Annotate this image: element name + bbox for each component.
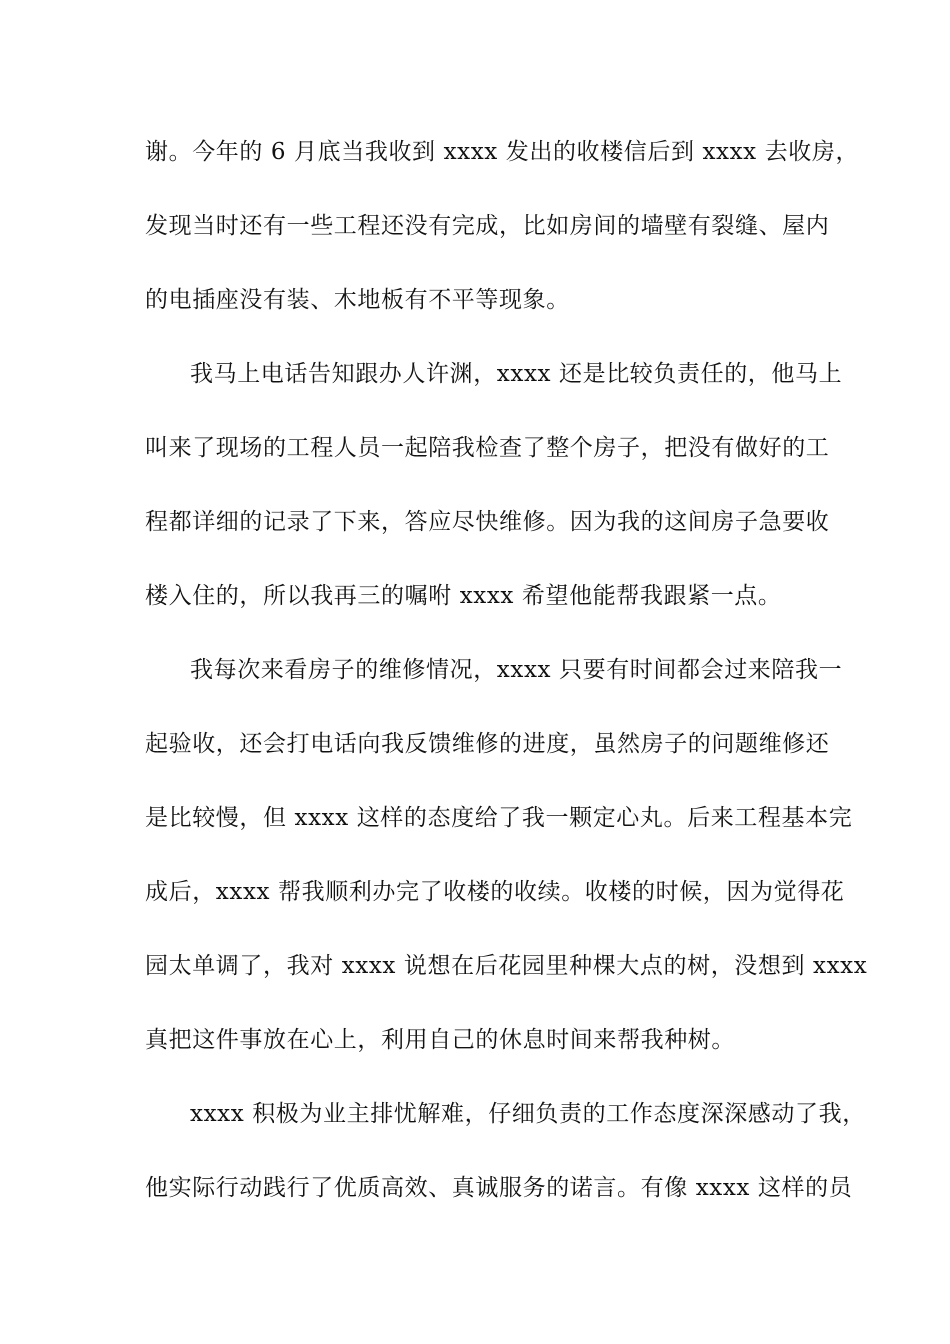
- paragraph-first-line: xxxx 积极为业主排忧解难，仔细负责的工作态度深深感动了我，: [190, 1101, 866, 1127]
- text-line: 的电插座没有装、木地板有不平等现象。: [145, 287, 570, 313]
- text-line: 成后，xxxx 帮我顺利办完了收楼的收续。收楼的时候，因为觉得花: [145, 879, 845, 905]
- text-line: 真把这件事放在心上，利用自己的休息时间来帮我种树。: [145, 1027, 735, 1053]
- text-line: 楼入住的，所以我再三的嘱咐 xxxx 希望他能帮我跟紧一点。: [145, 583, 782, 609]
- text-line: 是比较慢，但 xxxx 这样的态度给了我一颗定心丸。后来工程基本完: [145, 805, 853, 831]
- text-line: 叫来了现场的工程人员一起陪我检查了整个房子，把没有做好的工: [145, 435, 830, 461]
- paragraph-first-line: 我马上电话告知跟办人许渊，xxxx 还是比较负责任的，他马上: [190, 361, 843, 387]
- text-line: 谢。今年的 6 月底当我收到 xxxx 发出的收楼信后到 xxxx 去收房，: [145, 139, 860, 165]
- text-line: 发现当时还有一些工程还没有完成，比如房间的墙壁有裂缝、屋内: [145, 213, 830, 239]
- text-line: 他实际行动践行了优质高效、真诚服务的诺言。有像 xxxx 这样的员: [145, 1175, 853, 1201]
- text-line: 起验收，还会打电话向我反馈维修的进度，虽然房子的问题维修还: [145, 731, 830, 757]
- text-line: 程都详细的记录了下来，答应尽快维修。因为我的这间房子急要收: [145, 509, 830, 535]
- text-line: 园太单调了，我对 xxxx 说想在后花园里种棵大点的树，没想到 xxxx: [145, 953, 868, 979]
- paragraph-first-line: 我每次来看房子的维修情况，xxxx 只要有时间都会过来陪我一: [190, 657, 843, 683]
